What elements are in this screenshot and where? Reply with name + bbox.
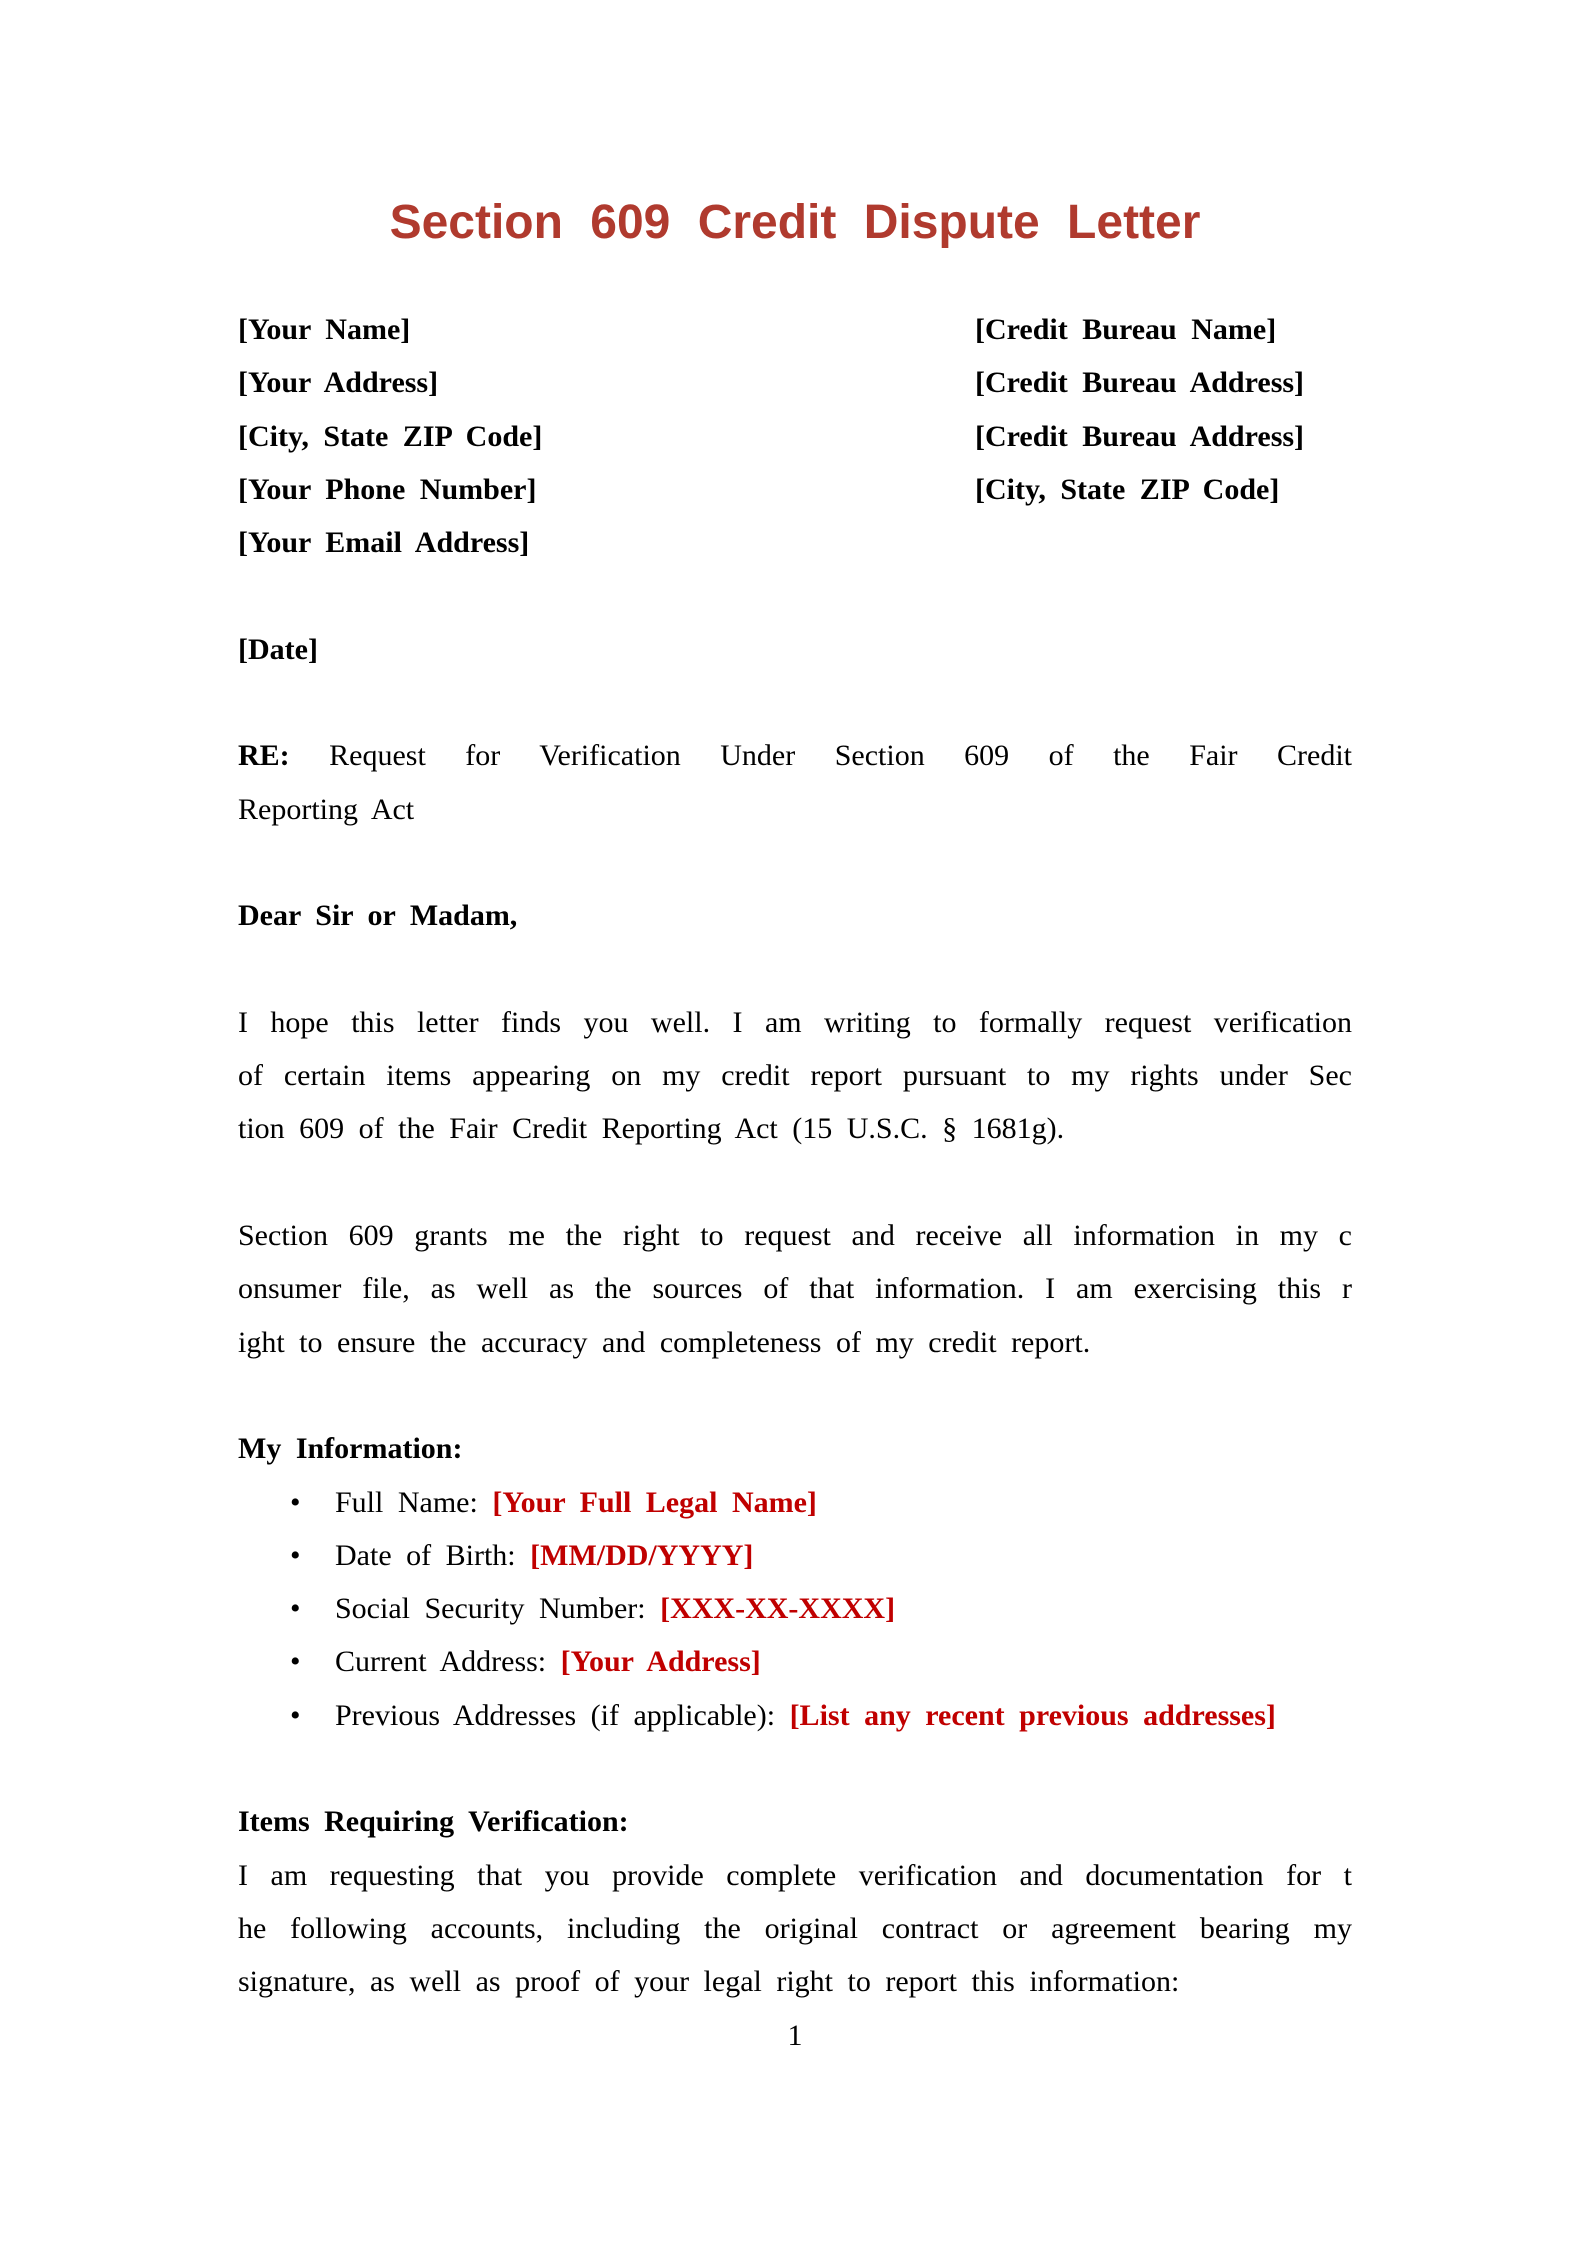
list-item-current-address bbox=[238, 1635, 1352, 1688]
blank-line bbox=[238, 1742, 1352, 1795]
recipient-address-block bbox=[975, 303, 1304, 516]
list-item-placeholder: [MM/DD/YYYY] bbox=[530, 1538, 754, 1572]
list-item-label: Date of Birth: bbox=[335, 1538, 516, 1572]
recipient-address-line-1: [Credit Bureau Address] bbox=[975, 366, 1305, 400]
list-item-previous-addresses bbox=[238, 1689, 1352, 1742]
paragraph-line: Section 609 grants me the right to request and receive all information in my c bbox=[238, 1219, 1352, 1253]
letter-body bbox=[238, 303, 1352, 2062]
items-verification-paragraph bbox=[238, 1849, 1352, 2009]
blank-line bbox=[238, 676, 1352, 729]
blank-line bbox=[238, 569, 1352, 622]
bullet-icon: • bbox=[290, 1698, 301, 1732]
list-item-placeholder: [List any recent previous addresses] bbox=[789, 1698, 1276, 1732]
blank-line bbox=[238, 1369, 1352, 1422]
list-item-placeholder: [Your Address] bbox=[560, 1645, 761, 1679]
list-item-date-of-birth bbox=[238, 1529, 1352, 1582]
page-number: 1 bbox=[787, 2018, 803, 2052]
sender-address-line: [Your Address] bbox=[238, 366, 439, 400]
list-item-placeholder: [XXX-XX-XXXX] bbox=[660, 1592, 896, 1626]
bullet-icon: • bbox=[290, 1538, 301, 1572]
list-item-label: Previous Addresses (if applicable): bbox=[335, 1698, 776, 1732]
sender-email-line: [Your Email Address] bbox=[238, 526, 530, 560]
my-information-list bbox=[238, 1476, 1352, 1742]
paragraph-line: onsumer file, as well as the sources of that information. I am exercising this r bbox=[238, 1272, 1352, 1306]
list-item-label: Full Name: bbox=[335, 1485, 478, 1519]
list-item-label: Social Security Number: bbox=[335, 1592, 646, 1626]
sender-name-line: [Your Name] bbox=[238, 313, 411, 346]
sender-city-line: [City, State ZIP Code] bbox=[238, 419, 543, 453]
list-item-label: Current Address: bbox=[335, 1645, 547, 1679]
my-information-heading: My Information: bbox=[238, 1432, 463, 1466]
blank-line bbox=[238, 943, 1352, 996]
list-item-full-name bbox=[238, 1476, 1352, 1529]
sender-phone-line: [Your Phone Number] bbox=[238, 472, 537, 506]
document-title: Section 609 Credit Dispute Letter bbox=[389, 196, 1201, 249]
subject-line-2: Reporting Act bbox=[238, 792, 415, 826]
bullet-icon: • bbox=[290, 1485, 301, 1519]
intro-paragraph bbox=[238, 996, 1352, 1156]
salutation: Dear Sir or Madam, bbox=[238, 899, 518, 933]
subject-label: RE: bbox=[238, 739, 290, 773]
paragraph-line: signature, as well as proof of your legal right to report this information: bbox=[238, 1965, 1180, 1999]
rights-paragraph bbox=[238, 1209, 1352, 1369]
list-item-ssn bbox=[238, 1582, 1352, 1635]
bullet-icon: • bbox=[290, 1645, 301, 1679]
paragraph-line: I am requesting that you provide complete verification and documentation for t bbox=[238, 1858, 1352, 1892]
date-placeholder: [Date] bbox=[238, 632, 318, 666]
paragraph-line: I hope this letter finds you well. I am writing to formally request verification bbox=[238, 1005, 1352, 1039]
blank-line bbox=[238, 1156, 1352, 1209]
list-item-placeholder: [Your Full Legal Name] bbox=[492, 1485, 817, 1519]
recipient-address-line-2: [Credit Bureau Address] bbox=[975, 419, 1305, 453]
paragraph-line: he following accounts, including the original contract or agreement bearing my bbox=[238, 1911, 1352, 1945]
blank-line bbox=[238, 836, 1352, 889]
bullet-icon: • bbox=[290, 1592, 301, 1626]
subject-line-1 bbox=[238, 729, 1352, 782]
recipient-name-line: [Credit Bureau Name] bbox=[975, 313, 1277, 346]
items-verification-heading: Items Requiring Verification: bbox=[238, 1805, 629, 1839]
paragraph-line: ight to ensure the accuracy and completeness of my credit report. bbox=[238, 1325, 1091, 1359]
address-header bbox=[238, 303, 1352, 569]
subject-text: Request for Verification Under Section 609 of the Fair Credit bbox=[329, 739, 1353, 773]
paragraph-line: of certain items appearing on my credit report pursuant to my rights under Sec bbox=[238, 1059, 1352, 1093]
paragraph-line: tion 609 of the Fair Credit Reporting Act (15 U.S.C. § 1681g). bbox=[238, 1112, 1065, 1146]
recipient-city-line: [City, State ZIP Code] bbox=[975, 472, 1280, 506]
